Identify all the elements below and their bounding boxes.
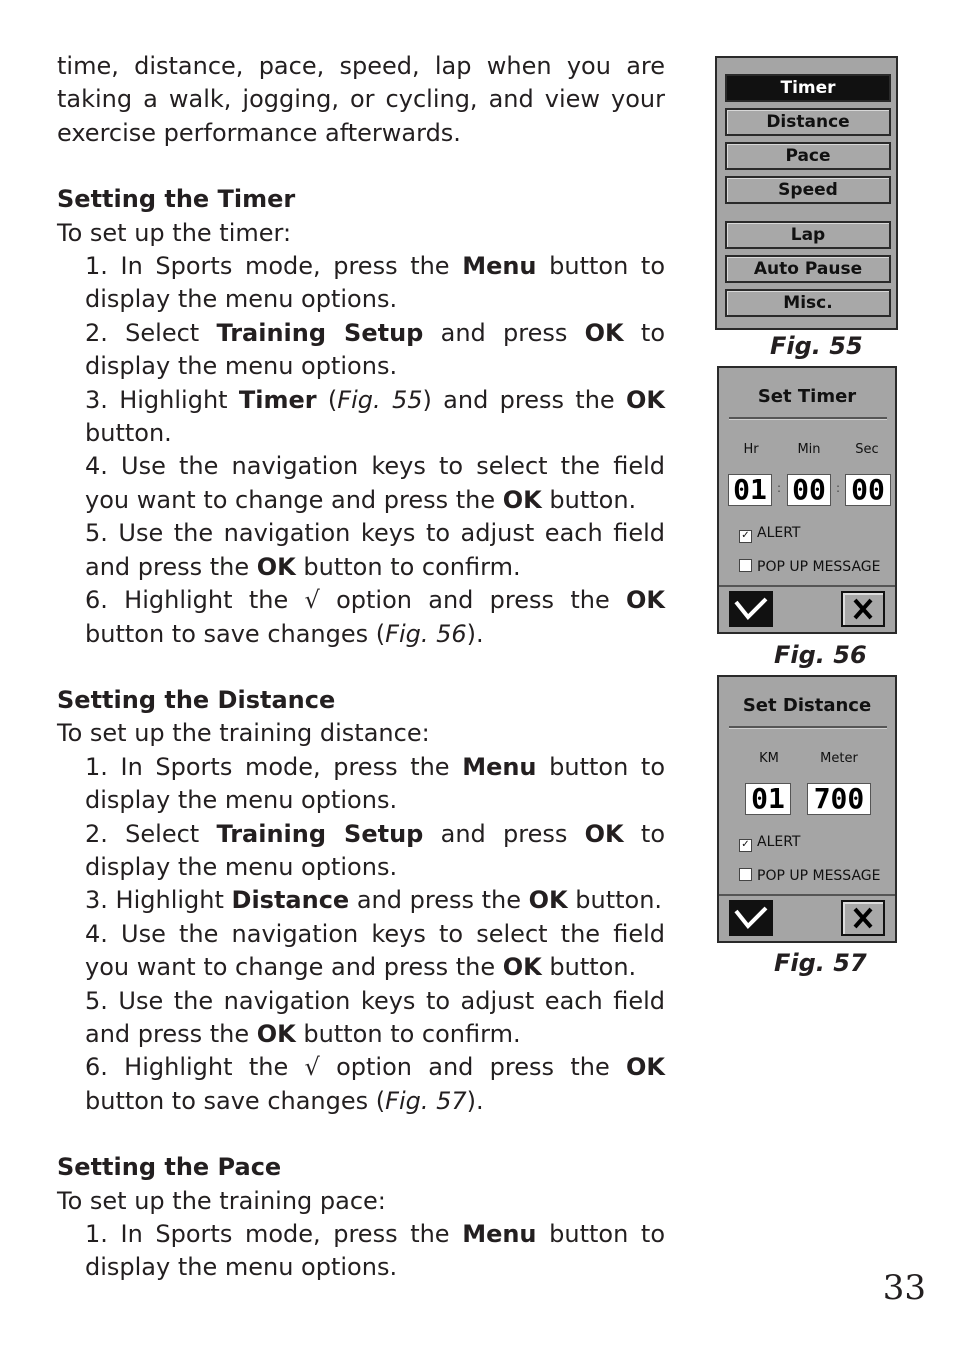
km-label: KM xyxy=(759,751,779,766)
popup-label: POP UP MESSAGE xyxy=(757,868,881,884)
fig55-caption: Fig. 55 xyxy=(770,332,863,360)
check-icon xyxy=(731,902,771,934)
x-icon xyxy=(843,902,883,934)
hour-field[interactable]: 01 xyxy=(728,474,772,506)
timer-step-3: 3. Highlight Timer (Fig. 55) and press the OK button. xyxy=(85,385,666,448)
km-field[interactable]: 01 xyxy=(745,783,791,815)
lead-distance: To set up the training distance: xyxy=(57,719,430,748)
heading-distance: Setting the Distance xyxy=(57,685,336,714)
set-distance-title: Set Distance xyxy=(742,695,872,716)
x-icon xyxy=(843,593,883,625)
time-separator: : xyxy=(836,481,841,495)
menu-item-speed[interactable]: Speed xyxy=(725,176,891,204)
softkey-divider xyxy=(719,894,895,896)
distance-step-5: 5. Use the navigation keys to adjust each field and press the OK button to confirm. xyxy=(85,986,665,1048)
checkbox-checked-icon[interactable]: ✓ xyxy=(739,839,752,852)
fig56-set-timer-screen xyxy=(717,366,897,634)
fig55-menu-screen xyxy=(715,56,898,330)
timer-step-1: 1. In Sports mode, press the Menu button to display the menu options. xyxy=(85,252,665,314)
menu-item-misc[interactable]: Misc. xyxy=(725,289,891,317)
distance-step-4: 4. Use the navigation keys to select the field you want to change and press the OK button. xyxy=(85,919,665,982)
time-separator: : xyxy=(777,481,782,495)
fig57-set-distance-screen xyxy=(717,675,897,943)
distance-step-2: 2. Select Training Setup and press OK to display the menu options. xyxy=(85,819,665,881)
lead-pace: To set up the training pace: xyxy=(57,1186,386,1215)
cancel-button[interactable] xyxy=(841,591,885,627)
menu-item-auto-pause[interactable]: Auto Pause xyxy=(725,255,891,283)
distance-step-1: 1. In Sports mode, press the Menu button to display the menu options. xyxy=(85,752,665,815)
heading-pace: Setting the Pace xyxy=(57,1153,282,1182)
alert-checkbox-row[interactable] xyxy=(739,834,800,852)
popup-checkbox-row[interactable] xyxy=(739,559,880,575)
alert-label: ALERT xyxy=(757,525,801,541)
body-text xyxy=(57,50,665,1285)
timer-step-4: 4. Use the navigation keys to select the field you want to change and press the OK button. xyxy=(85,452,665,514)
alert-label: ALERT xyxy=(757,834,801,850)
min-label: Min xyxy=(797,442,821,457)
confirm-button[interactable] xyxy=(729,900,773,936)
meter-label: Meter xyxy=(820,751,858,766)
menu-item-lap[interactable]: Lap xyxy=(725,221,891,249)
check-icon xyxy=(731,593,771,625)
lead-timer: To set up the timer: xyxy=(57,218,292,247)
popup-checkbox-row[interactable] xyxy=(739,868,880,884)
intro-paragraph: time, distance, pace, speed, lap when you are taking a walk, jogging, or cycling, and view your exercise performance afterwards. xyxy=(57,52,665,147)
heading-timer: Setting the Timer xyxy=(57,185,296,214)
distance-step-6: 6. Highlight the √ option and press the OK button to save changes (Fig. 57). xyxy=(85,1053,665,1115)
meter-field[interactable]: 700 xyxy=(807,783,871,815)
cancel-button[interactable] xyxy=(841,900,885,936)
fig57-caption: Fig. 57 xyxy=(774,949,867,977)
menu-item-distance[interactable]: Distance xyxy=(725,108,891,136)
softkey-divider xyxy=(719,585,895,587)
popup-label: POP UP MESSAGE xyxy=(757,559,881,575)
timer-step-6: 6. Highlight the √ option and press the OK button to save changes (Fig. 56). xyxy=(85,586,665,648)
menu-item-pace[interactable]: Pace xyxy=(725,142,891,170)
minute-field[interactable]: 00 xyxy=(787,474,831,506)
title-divider xyxy=(729,417,887,420)
timer-step-5: 5. Use the navigation keys to adjust each field and press the OK button to confirm. xyxy=(85,519,665,581)
menu-item-timer[interactable]: Timer xyxy=(725,74,891,102)
checkbox-empty-icon[interactable] xyxy=(739,559,752,572)
distance-step-3: 3. Highlight Distance and press the OK button. xyxy=(85,886,663,915)
page-number: 33 xyxy=(882,1268,926,1308)
set-timer-title: Set Timer xyxy=(757,386,857,407)
confirm-button[interactable] xyxy=(729,591,773,627)
hr-label: Hr xyxy=(743,442,759,457)
second-field[interactable]: 00 xyxy=(845,474,891,506)
pace-step-1: 1. In Sports mode, press the Menu button to display the menu options. xyxy=(85,1220,665,1282)
checkbox-empty-icon[interactable] xyxy=(739,868,752,881)
fig56-caption: Fig. 56 xyxy=(774,641,867,669)
sec-label: Sec xyxy=(855,442,879,457)
title-divider xyxy=(729,726,887,729)
checkbox-checked-icon[interactable]: ✓ xyxy=(739,530,752,543)
timer-step-2: 2. Select Training Setup and press OK to display the menu options. xyxy=(85,318,665,381)
alert-checkbox-row[interactable] xyxy=(739,525,800,543)
